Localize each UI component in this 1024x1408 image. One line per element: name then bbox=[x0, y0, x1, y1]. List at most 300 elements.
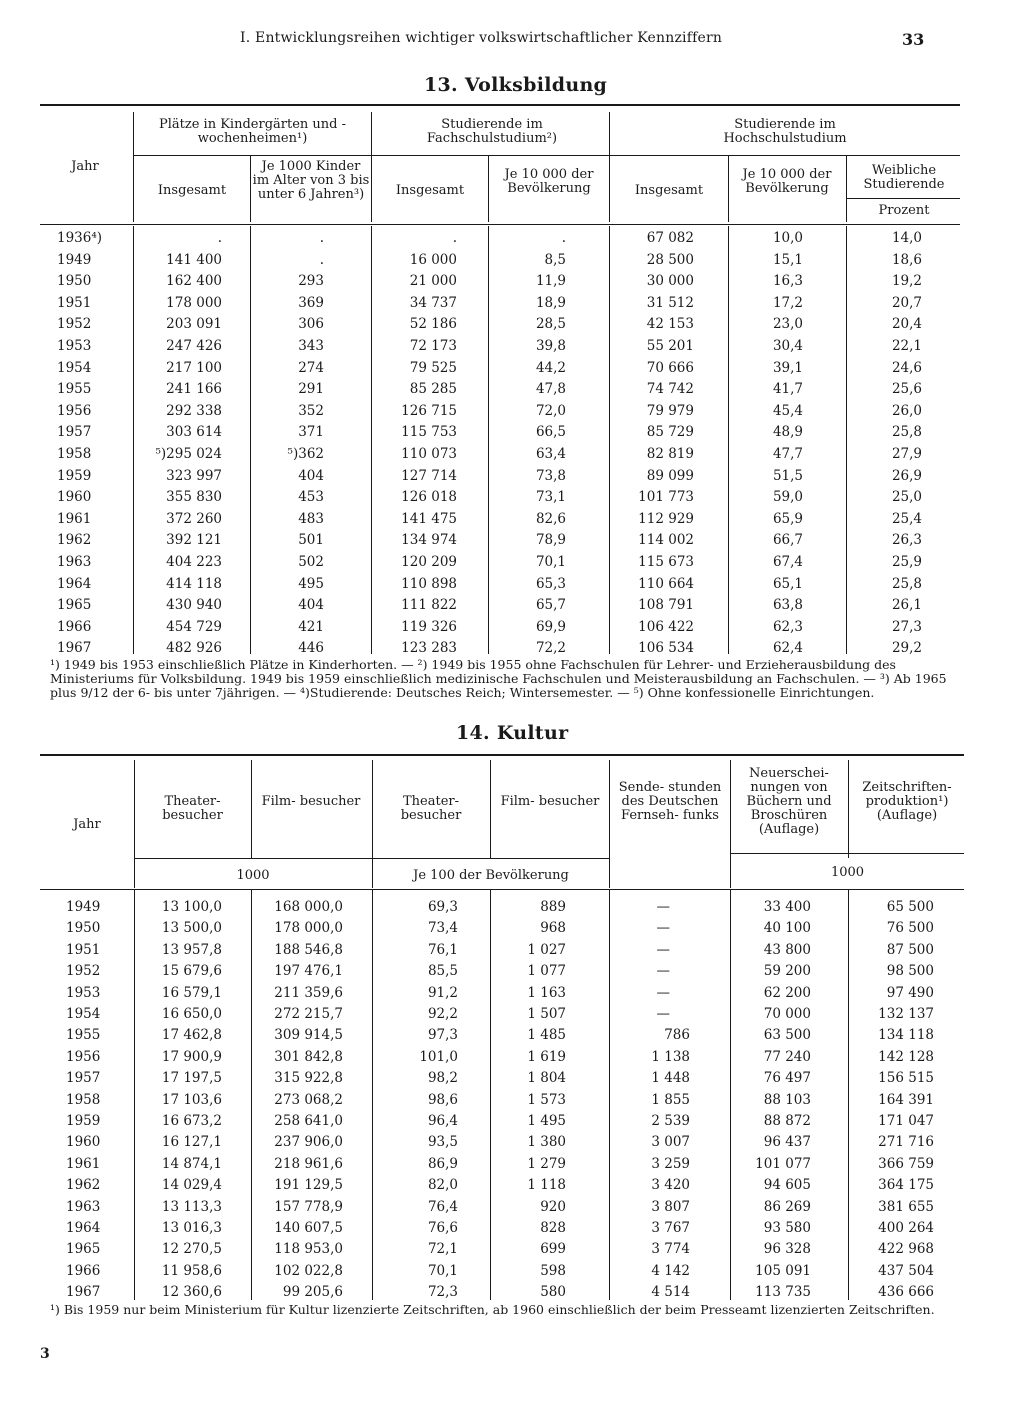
table-cell: 11 958,6 bbox=[161, 1262, 222, 1279]
table-cell: 422 968 bbox=[878, 1241, 934, 1258]
table-cell: 76,6 bbox=[427, 1220, 458, 1236]
table-cell: 72,3 bbox=[427, 1284, 458, 1301]
table-cell: 323 997 bbox=[166, 467, 222, 484]
row-year: 1956 bbox=[57, 402, 92, 419]
row-year: 1959 bbox=[66, 1113, 101, 1129]
table-row bbox=[0, 1113, 1024, 1135]
table-cell: 33 400 bbox=[763, 899, 811, 915]
table-cell: 352 bbox=[298, 402, 324, 419]
row-year: 1965 bbox=[57, 597, 92, 614]
table-cell: 85 285 bbox=[409, 381, 457, 398]
table-cell: 404 223 bbox=[166, 554, 222, 570]
table-cell: 1 118 bbox=[527, 1177, 566, 1194]
table-row bbox=[0, 985, 1024, 1007]
table-cell: 15 679,6 bbox=[161, 963, 222, 980]
table-cell: 437 504 bbox=[878, 1262, 934, 1279]
table-row bbox=[0, 1241, 1024, 1263]
table-cell: 18,6 bbox=[891, 251, 922, 268]
table-cell: 371 bbox=[298, 424, 324, 441]
table-cell: 62,4 bbox=[772, 640, 803, 657]
table-row bbox=[0, 1199, 1024, 1221]
table-cell: 30 000 bbox=[646, 273, 694, 290]
row-year: 1957 bbox=[66, 1070, 101, 1087]
row-year: 1956 bbox=[66, 1048, 101, 1065]
row-year: 1962 bbox=[57, 532, 92, 549]
table-cell: 23,0 bbox=[772, 316, 803, 333]
table-cell: 94 605 bbox=[763, 1177, 811, 1194]
table-cell: 92,2 bbox=[427, 1006, 458, 1022]
table-cell: 786 bbox=[664, 1027, 690, 1044]
t13-header-kiga-insgesamt: Insgesamt bbox=[157, 183, 227, 198]
table-cell: 430 940 bbox=[166, 597, 222, 614]
row-year: 1952 bbox=[57, 316, 92, 333]
table-cell: 3 807 bbox=[651, 1198, 690, 1215]
table-row bbox=[0, 1220, 1024, 1242]
table-cell: 303 614 bbox=[166, 424, 222, 441]
table-row bbox=[0, 1134, 1024, 1156]
table-cell: 293 bbox=[298, 273, 324, 290]
table-cell: 355 830 bbox=[166, 489, 222, 506]
table-cell: 39,8 bbox=[535, 338, 566, 354]
table-cell: 63,4 bbox=[535, 446, 566, 462]
table-cell: 13 500,0 bbox=[161, 920, 222, 937]
table-cell: 120 209 bbox=[401, 554, 457, 570]
t14-header-film-abs: Film- besucher bbox=[261, 794, 361, 809]
t14-header-theater-rel: Theater- besucher bbox=[400, 794, 462, 823]
table-cell: 98,6 bbox=[427, 1091, 458, 1108]
table-cell: 19,2 bbox=[891, 273, 922, 290]
table-cell: 14 029,4 bbox=[161, 1177, 222, 1194]
table-cell: 446 bbox=[298, 640, 324, 657]
table-cell: 598 bbox=[540, 1262, 566, 1279]
row-year: 1967 bbox=[66, 1284, 101, 1301]
table-cell: 55 201 bbox=[646, 338, 694, 354]
table-cell: 65,9 bbox=[772, 510, 803, 527]
t13-header-fach-insgesamt: Insgesamt bbox=[395, 183, 465, 198]
t13-vline bbox=[728, 156, 729, 222]
table-cell: 89 099 bbox=[646, 467, 694, 484]
table-cell: 828 bbox=[540, 1220, 566, 1236]
table-cell: . bbox=[452, 230, 457, 246]
table-cell: 16 579,1 bbox=[161, 984, 222, 1001]
table-cell: 65,3 bbox=[535, 575, 566, 592]
table-cell: 134 118 bbox=[878, 1027, 934, 1044]
table-cell: 66,7 bbox=[772, 532, 803, 549]
table-cell: 93 580 bbox=[763, 1220, 811, 1236]
table-cell: 3 259 bbox=[651, 1155, 690, 1172]
table-row bbox=[0, 338, 1024, 360]
row-year: 1953 bbox=[57, 338, 92, 354]
table-row bbox=[0, 360, 1024, 382]
row-year: 1950 bbox=[66, 920, 101, 937]
table-cell: 2 539 bbox=[651, 1113, 690, 1129]
table-cell: 271 716 bbox=[878, 1134, 934, 1151]
table-cell: 111 822 bbox=[401, 597, 457, 614]
row-year: 1936⁴) bbox=[57, 230, 103, 246]
table-cell: 11,9 bbox=[535, 273, 566, 290]
table-cell: 28,5 bbox=[535, 316, 566, 333]
table-cell: 134 974 bbox=[401, 532, 457, 549]
table-cell: 14 874,1 bbox=[161, 1155, 222, 1172]
table-cell: 127 714 bbox=[401, 467, 457, 484]
table-cell: 106 534 bbox=[638, 640, 694, 657]
table-cell: — bbox=[656, 963, 670, 980]
table-cell: 197 476,1 bbox=[274, 963, 343, 980]
table-cell: 98 500 bbox=[886, 963, 934, 980]
table-cell: 26,0 bbox=[891, 402, 922, 419]
table-cell: 12 360,6 bbox=[161, 1284, 222, 1301]
t14-vline bbox=[251, 760, 252, 858]
table-cell: 108 791 bbox=[638, 597, 694, 614]
t14-unit-rule bbox=[731, 853, 964, 854]
table-cell: 43 800 bbox=[763, 941, 811, 958]
table-cell: 495 bbox=[298, 575, 324, 592]
table-cell: 73,4 bbox=[427, 920, 458, 937]
row-year: 1963 bbox=[57, 554, 92, 570]
t14-header-bottom-rule bbox=[40, 889, 964, 890]
table-cell: 126 715 bbox=[401, 402, 457, 419]
row-year: 1954 bbox=[66, 1006, 101, 1022]
table-cell: 381 655 bbox=[878, 1198, 934, 1215]
table14-top-rule bbox=[40, 754, 964, 756]
table-cell: 82,6 bbox=[535, 510, 566, 527]
table-cell: 78,9 bbox=[535, 532, 566, 549]
table-cell: 88 103 bbox=[763, 1091, 811, 1108]
table-cell: 454 729 bbox=[166, 618, 222, 635]
t14-unit-je100: Je 100 der Bevölkerung bbox=[413, 868, 569, 883]
table-cell: 97,3 bbox=[427, 1027, 458, 1044]
table-cell: 25,9 bbox=[891, 554, 922, 570]
t13-group-rule bbox=[134, 155, 960, 156]
t14-vline bbox=[609, 760, 610, 888]
table-cell: 42 153 bbox=[646, 316, 694, 333]
row-year: 1957 bbox=[57, 424, 92, 441]
t13-vline bbox=[371, 112, 372, 222]
table-row bbox=[0, 381, 1024, 403]
table-cell: 1 495 bbox=[527, 1113, 566, 1129]
table-cell: 52 186 bbox=[409, 316, 457, 333]
table-cell: 292 338 bbox=[166, 402, 222, 419]
table-cell: 86 269 bbox=[763, 1198, 811, 1215]
table-cell: 1 027 bbox=[527, 941, 566, 958]
table-row bbox=[0, 1156, 1024, 1178]
table-cell: 20,7 bbox=[891, 294, 922, 311]
row-year: 1954 bbox=[57, 359, 92, 376]
table-cell: 188 546,8 bbox=[274, 941, 343, 958]
row-year: 1961 bbox=[57, 510, 92, 527]
table-row bbox=[0, 230, 1024, 252]
table-row bbox=[0, 252, 1024, 274]
table-cell: 82,0 bbox=[427, 1177, 458, 1194]
table-cell: 110 073 bbox=[401, 446, 457, 462]
t13-header-hoch: Studierende im Hochschulstudium bbox=[723, 117, 847, 146]
table-cell: 306 bbox=[298, 316, 324, 333]
table-cell: 73,1 bbox=[535, 489, 566, 506]
table-cell: 400 264 bbox=[878, 1220, 934, 1236]
table-cell: 16 127,1 bbox=[161, 1134, 222, 1151]
table-cell: 162 400 bbox=[166, 273, 222, 290]
table-cell: 115 753 bbox=[401, 424, 457, 441]
t14-vline bbox=[848, 760, 849, 858]
table-cell: 65,1 bbox=[772, 575, 803, 592]
table-cell: 76 500 bbox=[886, 920, 934, 937]
table-cell: 72,0 bbox=[535, 402, 566, 419]
table-cell: 45,4 bbox=[772, 402, 803, 419]
row-year: 1967 bbox=[57, 640, 92, 657]
table-cell: 392 121 bbox=[166, 532, 222, 549]
table-cell: 76,1 bbox=[427, 941, 458, 958]
table-cell: 88 872 bbox=[763, 1113, 811, 1129]
table-cell: 436 666 bbox=[878, 1284, 934, 1301]
table-row bbox=[0, 316, 1024, 338]
row-year: 1963 bbox=[66, 1198, 101, 1215]
table-row bbox=[0, 1177, 1024, 1199]
table-row bbox=[0, 1070, 1024, 1092]
table-cell: . bbox=[319, 251, 324, 268]
table-cell: 48,9 bbox=[772, 424, 803, 441]
table-cell: — bbox=[656, 941, 670, 958]
table-cell: 21 000 bbox=[409, 273, 457, 290]
t13-header-kiga: Plätze in Kindergärten und -wochenheimen¹) bbox=[159, 117, 346, 146]
table13-top-rule bbox=[40, 104, 960, 106]
table-cell: 18,9 bbox=[535, 294, 566, 311]
table-cell: . bbox=[561, 230, 566, 246]
table-cell: 1 507 bbox=[527, 1006, 566, 1022]
table-cell: 14,0 bbox=[891, 230, 922, 246]
t13-header-hoch-je10000: Je 10 000 der Bevölkerung bbox=[742, 167, 832, 196]
table-cell: 1 077 bbox=[527, 963, 566, 980]
table-cell: 59 200 bbox=[763, 963, 811, 980]
table-cell: . bbox=[217, 230, 222, 246]
t13-vline bbox=[250, 156, 251, 222]
table-cell: 142 128 bbox=[878, 1048, 934, 1065]
table-row bbox=[0, 1049, 1024, 1071]
table-cell: 372 260 bbox=[166, 510, 222, 527]
table14-footnote: ¹) Bis 1959 nur beim Ministerium für Kultur lizenzierte Zeitschriften, ab 1960 einschließlich der beim Presseamt lizenzierten Zeitschriften. bbox=[50, 1302, 935, 1317]
t13-vline bbox=[488, 156, 489, 222]
table-cell: 27,9 bbox=[891, 446, 922, 462]
table-cell: 1 855 bbox=[651, 1091, 690, 1108]
row-year: 1958 bbox=[57, 446, 92, 462]
row-year: 1959 bbox=[57, 467, 92, 484]
table-cell: 258 641,0 bbox=[274, 1113, 343, 1129]
table-cell: 1 279 bbox=[527, 1155, 566, 1172]
table-row bbox=[0, 489, 1024, 511]
table-cell: 97 490 bbox=[886, 984, 934, 1001]
t13-header-prozent: Prozent bbox=[878, 203, 930, 218]
table-cell: 69,9 bbox=[535, 618, 566, 635]
table-cell: 3 774 bbox=[651, 1241, 690, 1258]
table-cell: 211 359,6 bbox=[274, 984, 343, 1001]
table-cell: 63,8 bbox=[772, 597, 803, 614]
table-cell: 82 819 bbox=[646, 446, 694, 462]
table-cell: 20,4 bbox=[891, 316, 922, 333]
table-cell: 15,1 bbox=[772, 251, 803, 268]
table-cell: 1 573 bbox=[527, 1091, 566, 1108]
table-row bbox=[0, 619, 1024, 641]
table-cell: 96 437 bbox=[763, 1134, 811, 1151]
table-cell: 1 138 bbox=[651, 1048, 690, 1065]
table-cell: 3 767 bbox=[651, 1220, 690, 1236]
table-cell: 16 650,0 bbox=[161, 1006, 222, 1022]
table-cell: 91,2 bbox=[427, 984, 458, 1001]
table-cell: 79 979 bbox=[646, 402, 694, 419]
table-cell: 106 422 bbox=[638, 618, 694, 635]
table-cell: 118 953,0 bbox=[274, 1241, 343, 1258]
table-cell: 157 778,9 bbox=[274, 1198, 343, 1215]
row-year: 1961 bbox=[66, 1155, 101, 1172]
table-cell: 920 bbox=[540, 1198, 566, 1215]
table-cell: 414 118 bbox=[166, 575, 222, 592]
table-cell: 44,2 bbox=[535, 359, 566, 376]
table-cell: 8,5 bbox=[544, 251, 566, 268]
table-cell: 580 bbox=[540, 1284, 566, 1301]
t13-header-weiblich: Weibliche Studierende bbox=[863, 163, 945, 192]
table-cell: 699 bbox=[540, 1241, 566, 1258]
table-row bbox=[0, 899, 1024, 921]
table14-title: 14. Kultur bbox=[456, 722, 569, 744]
table-cell: 47,7 bbox=[772, 446, 803, 462]
row-year: 1955 bbox=[66, 1027, 101, 1044]
table-row bbox=[0, 576, 1024, 598]
table-cell: 85 729 bbox=[646, 424, 694, 441]
table-cell: 483 bbox=[298, 510, 324, 527]
table-cell: 1 448 bbox=[651, 1070, 690, 1087]
t14-header-film-rel: Film- besucher bbox=[500, 794, 600, 809]
table-cell: 203 091 bbox=[166, 316, 222, 333]
t14-header-jahr: Jahr bbox=[73, 817, 101, 832]
table-cell: 12 270,5 bbox=[161, 1241, 222, 1258]
table-row bbox=[0, 273, 1024, 295]
table-cell: 27,3 bbox=[891, 618, 922, 635]
table-cell: 164 391 bbox=[878, 1091, 934, 1108]
table-cell: 13 100,0 bbox=[161, 899, 222, 915]
table-cell: 171 047 bbox=[878, 1113, 934, 1129]
table-cell: 102 022,8 bbox=[274, 1262, 343, 1279]
table-cell: 140 607,5 bbox=[274, 1220, 343, 1236]
table-cell: 98,2 bbox=[427, 1070, 458, 1087]
table-cell: 13 113,3 bbox=[161, 1198, 222, 1215]
table-cell: 369 bbox=[298, 294, 324, 311]
row-year: 1960 bbox=[66, 1134, 101, 1151]
t13-prozent-rule bbox=[847, 198, 960, 199]
table-cell: 4 142 bbox=[651, 1262, 690, 1279]
table-cell: 79 525 bbox=[409, 359, 457, 376]
table-row bbox=[0, 403, 1024, 425]
t13-header-hoch-insgesamt: Insgesamt bbox=[634, 183, 704, 198]
running-head: I. Entwicklungsreihen wichtiger volkswirtschaftlicher Kennziffern bbox=[240, 30, 723, 46]
t14-header-zeitschriften: Zeitschriften- produktion¹) (Auflage) bbox=[862, 780, 952, 823]
table-cell: 453 bbox=[298, 489, 324, 506]
table-cell: 114 002 bbox=[638, 532, 694, 549]
table-cell: — bbox=[656, 1006, 670, 1022]
table-cell: 34 737 bbox=[409, 294, 457, 311]
row-year: 1965 bbox=[66, 1241, 101, 1258]
table-cell: 3 420 bbox=[651, 1177, 690, 1194]
table-cell: 28 500 bbox=[646, 251, 694, 268]
table-cell: 218 961,6 bbox=[274, 1155, 343, 1172]
table-cell: 39,1 bbox=[772, 359, 803, 376]
table-cell: 26,3 bbox=[891, 532, 922, 549]
table-cell: 241 166 bbox=[166, 381, 222, 398]
table-cell: 404 bbox=[298, 467, 324, 484]
t13-vline bbox=[133, 112, 134, 222]
table-cell: 178 000 bbox=[166, 294, 222, 311]
table-cell: 17 462,8 bbox=[161, 1027, 222, 1044]
table-cell: 4 514 bbox=[651, 1284, 690, 1301]
table-cell: 421 bbox=[298, 618, 324, 635]
row-year: 1949 bbox=[66, 899, 101, 915]
table-cell: 24,6 bbox=[891, 359, 922, 376]
table-cell: 25,6 bbox=[891, 381, 922, 398]
table-row bbox=[0, 1092, 1024, 1114]
t13-header-jahr: Jahr bbox=[71, 159, 99, 174]
table-cell: 74 742 bbox=[646, 381, 694, 398]
table-cell: . bbox=[319, 230, 324, 246]
table-cell: 70,1 bbox=[427, 1262, 458, 1279]
table-cell: 343 bbox=[298, 338, 324, 354]
table-cell: 274 bbox=[298, 359, 324, 376]
table-cell: 96 328 bbox=[763, 1241, 811, 1258]
table-cell: 889 bbox=[540, 899, 566, 915]
table-cell: 247 426 bbox=[166, 338, 222, 354]
t13-header-fach-je10000: Je 10 000 der Bevölkerung bbox=[504, 167, 594, 196]
table-cell: 301 842,8 bbox=[274, 1048, 343, 1065]
table-cell: 217 100 bbox=[166, 359, 222, 376]
table-cell: 67 082 bbox=[646, 230, 694, 246]
row-year: 1953 bbox=[66, 984, 101, 1001]
table-cell: 73,8 bbox=[535, 467, 566, 484]
table-cell: 291 bbox=[298, 381, 324, 398]
table-row bbox=[0, 1006, 1024, 1028]
table-cell: 76,4 bbox=[427, 1198, 458, 1215]
table-cell: 404 bbox=[298, 597, 324, 614]
table-cell: 22,1 bbox=[891, 338, 922, 354]
table-cell: 65 500 bbox=[886, 899, 934, 915]
table-cell: 482 926 bbox=[166, 640, 222, 657]
table-cell: 26,1 bbox=[891, 597, 922, 614]
t14-unit-rule bbox=[135, 858, 609, 859]
table-cell: 25,0 bbox=[891, 489, 922, 506]
row-year: 1964 bbox=[66, 1220, 101, 1236]
table-cell: 86,9 bbox=[427, 1155, 458, 1172]
row-year: 1966 bbox=[66, 1262, 101, 1279]
table-cell: 105 091 bbox=[755, 1262, 811, 1279]
table-cell: 968 bbox=[540, 920, 566, 937]
t13-header-fach: Studierende im Fachschulstudium²) bbox=[426, 117, 558, 146]
table-cell: 123 283 bbox=[401, 640, 457, 657]
table-cell: 25,4 bbox=[891, 510, 922, 527]
row-year: 1951 bbox=[66, 941, 101, 958]
row-year: 1964 bbox=[57, 575, 92, 592]
table-cell: 40 100 bbox=[763, 920, 811, 937]
row-year: 1962 bbox=[66, 1177, 101, 1194]
footer-page-number: 3 bbox=[40, 1346, 50, 1362]
table-cell: 30,4 bbox=[772, 338, 803, 354]
table-cell: 26,9 bbox=[891, 467, 922, 484]
table-cell: 132 137 bbox=[878, 1006, 934, 1022]
table-cell: 72 173 bbox=[409, 338, 457, 354]
table-cell: 31 512 bbox=[646, 294, 694, 311]
table-cell: 72,1 bbox=[427, 1241, 458, 1258]
table-cell: 110 664 bbox=[638, 575, 694, 592]
table-cell: 101,0 bbox=[419, 1048, 458, 1065]
table-cell: 25,8 bbox=[891, 424, 922, 441]
table-cell: 112 929 bbox=[638, 510, 694, 527]
table-cell: 502 bbox=[298, 554, 324, 570]
table-cell: 141 475 bbox=[401, 510, 457, 527]
table-cell: 16,3 bbox=[772, 273, 803, 290]
